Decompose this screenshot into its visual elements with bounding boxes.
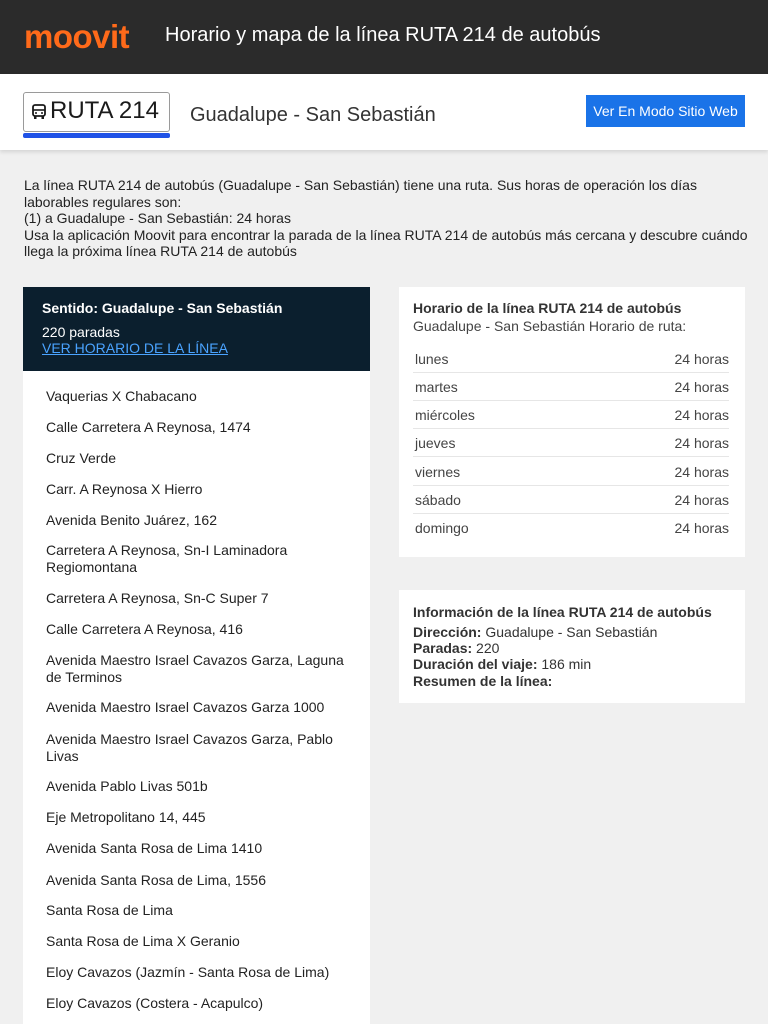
stop-item[interactable]: Avenida Maestro Israel Cavazos Garza, Pablo Livas — [46, 731, 333, 764]
schedule-row — [413, 345, 729, 373]
schedule-title: Horario de la línea RUTA 214 de autobús — [413, 300, 682, 316]
schedule-day: domingo — [415, 520, 469, 536]
schedule-hours: 24 horas — [674, 435, 729, 451]
stop-item[interactable]: Avenida Maestro Israel Cavazos Garza 1000 — [46, 699, 325, 715]
schedule-hours: 24 horas — [674, 520, 729, 536]
route-badge-underline — [23, 133, 170, 138]
stops-panel — [23, 287, 370, 1024]
summary-info-label: Resumen de la línea: — [413, 673, 553, 689]
direction-info-label: Dirección: — [413, 624, 482, 640]
duration-info-value: 186 min — [541, 656, 592, 672]
route-badge-label: RUTA 214 — [50, 97, 159, 124]
intro-line-3: Usa la aplicación Moovit para encontrar la parada de la línea RUTA 214 de autobús más cercana y descubre cuándo llega la próxima línea RUTA 214 de autobús — [24, 226, 748, 259]
schedule-hours: 24 horas — [674, 351, 729, 367]
top-bar — [0, 0, 768, 74]
schedule-card — [399, 287, 745, 557]
intro-line-2: (1) a Guadalupe - San Sebastián: 24 horas — [24, 210, 291, 226]
stop-item[interactable]: Santa Rosa de Lima — [46, 902, 173, 918]
schedule-subtitle: Guadalupe - San Sebastián Horario de ruta: — [413, 318, 687, 334]
stop-item[interactable]: Avenida Benito Juárez, 162 — [46, 512, 217, 528]
duration-info — [413, 656, 591, 672]
summary-info — [413, 673, 552, 689]
stops-info — [413, 640, 499, 656]
stops-info-label: Paradas: — [413, 640, 473, 656]
route-direction: Guadalupe - San Sebastián — [190, 104, 436, 126]
direction-info — [413, 624, 657, 640]
schedule-hours: 24 horas — [674, 407, 729, 423]
stop-item[interactable]: Avenida Maestro Israel Cavazos Garza, Laguna de Terminos — [46, 652, 344, 685]
stop-item[interactable]: Eloy Cavazos (Jazmín - Santa Rosa de Lima) — [46, 964, 330, 980]
page-title: Horario y mapa de la línea RUTA 214 de autobús — [165, 24, 601, 46]
line-info-card — [399, 590, 745, 703]
view-site-button[interactable]: Ver En Modo Sitio Web — [586, 95, 745, 127]
stop-item[interactable]: Avenida Pablo Livas 501b — [46, 778, 208, 794]
stop-item[interactable]: Carretera A Reynosa, Sn-I Laminadora Regiomontana — [46, 542, 288, 575]
stops-panel-header — [23, 287, 370, 371]
stop-item[interactable]: Avenida Santa Rosa de Lima, 1556 — [46, 872, 267, 888]
stop-item[interactable]: Calle Carretera A Reynosa, 416 — [46, 621, 243, 637]
schedule-day: viernes — [415, 464, 461, 480]
schedule-row — [413, 486, 729, 514]
schedule-hours: 24 horas — [674, 464, 729, 480]
stop-count: 220 paradas — [42, 324, 120, 340]
stop-item[interactable]: Calle Carretera A Reynosa, 1474 — [46, 419, 251, 435]
view-schedule-link[interactable]: VER HORARIO DE LA LÍNEA — [42, 340, 228, 356]
moovit-logo[interactable]: moovit — [24, 18, 130, 55]
line-info-title: Información de la línea RUTA 214 de autobús — [413, 604, 712, 620]
stop-item[interactable]: Eje Metropolitano 14, 445 — [46, 809, 206, 825]
stop-item[interactable]: Cruz Verde — [46, 450, 117, 466]
intro-line-1: La línea RUTA 214 de autobús (Guadalupe - San Sebastián) tiene una ruta. Sus horas de operación los días laborables regulares son: — [24, 177, 697, 210]
direction-label: Sentido: Guadalupe - San Sebastián — [42, 300, 283, 316]
schedule-row — [413, 429, 729, 457]
schedule-hours: 24 horas — [674, 492, 729, 508]
schedule-day: lunes — [415, 351, 449, 367]
duration-info-label: Duración del viaje: — [413, 656, 538, 672]
route-badge — [23, 92, 170, 132]
schedule-day: martes — [415, 379, 458, 395]
schedule-row — [413, 514, 729, 542]
bus-icon — [31, 104, 47, 120]
schedule-day: jueves — [415, 435, 456, 451]
stop-item[interactable]: Eloy Cavazos (Costera - Acapulco) — [46, 995, 264, 1011]
stops-info-value: 220 — [476, 640, 500, 656]
intro-text — [24, 177, 750, 260]
schedule-day: sábado — [415, 492, 461, 508]
stop-item[interactable]: Santa Rosa de Lima X Geranio — [46, 933, 240, 949]
stop-item[interactable]: Avenida Santa Rosa de Lima 1410 — [46, 840, 263, 856]
schedule-hours: 24 horas — [674, 379, 729, 395]
stop-item[interactable]: Vaquerias X Chabacano — [46, 388, 197, 404]
schedule-row — [413, 373, 729, 401]
direction-info-value: Guadalupe - San Sebastián — [485, 624, 658, 640]
schedule-row — [413, 458, 729, 486]
stop-item[interactable]: Carretera A Reynosa, Sn-C Super 7 — [46, 590, 269, 606]
stop-item[interactable]: Carr. A Reynosa X Hierro — [46, 481, 203, 497]
schedule-row — [413, 401, 729, 429]
schedule-day: miércoles — [415, 407, 475, 423]
